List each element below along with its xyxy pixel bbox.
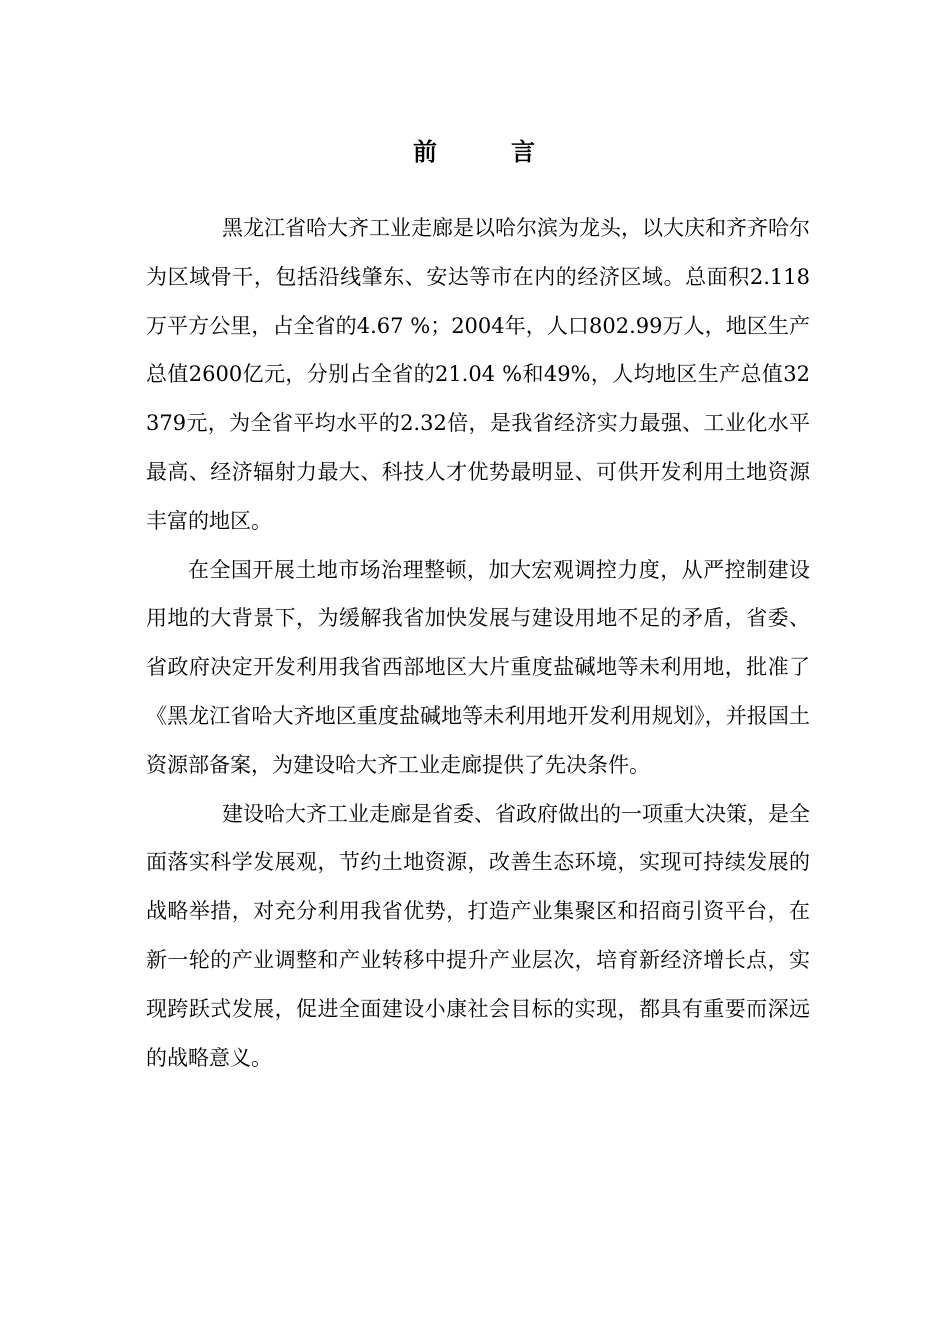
title-char-2: 言 bbox=[511, 137, 537, 166]
title-char-1: 前 bbox=[413, 137, 439, 166]
document-body bbox=[146, 204, 810, 1082]
page-title bbox=[0, 132, 950, 172]
paragraph-3: 建设哈大齐工业走廊是省委、省政府做出的一项重大决策，是全面落实科学发展观，节约土地资源，改善生态环境，实现可持续发展的战略举措，对充分利用我省优势，打造产业集聚区和招商引资平台，在新一轮的产业调整和产业转移中提升产业层次，培育新经济增长点，实现跨跃式发展，促进全面建设小康社会目标的实现，都具有重要而深远的战略意义。 bbox=[146, 801, 810, 1070]
paragraph-1: 黑龙江省哈大齐工业走廊是以哈尔滨为龙头，以大庆和齐齐哈尔为区域骨干，包括沿线肇东、安达等市在内的经济区域。总面积2.118万平方公里，占全省的4.67 %；2004年，人口802.99万人，地区生产总值2600亿元，分别占全省的21.04 %和49%，人均地区生产总值32379元，为全省平均水平的2.32倍，是我省经济实力最强、工业化水平最高、经济辐射力最大、科技人才优势最明显、可供开发利用土地资源丰富的地区。 bbox=[146, 216, 810, 533]
paragraph-2: 在全国开展土地市场治理整顿，加大宏观调控力度，从严控制建设用地的大背景下，为缓解我省加快发展与建设用地不足的矛盾，省委、省政府决定开发利用我省西部地区大片重度盐碱地等未利用地，批准了《黑龙江省哈大齐地区重度盐碱地等未利用地开发利用规划》，并报国土资源部备案，为建设哈大齐工业走廊提供了先决条件。 bbox=[146, 557, 810, 777]
